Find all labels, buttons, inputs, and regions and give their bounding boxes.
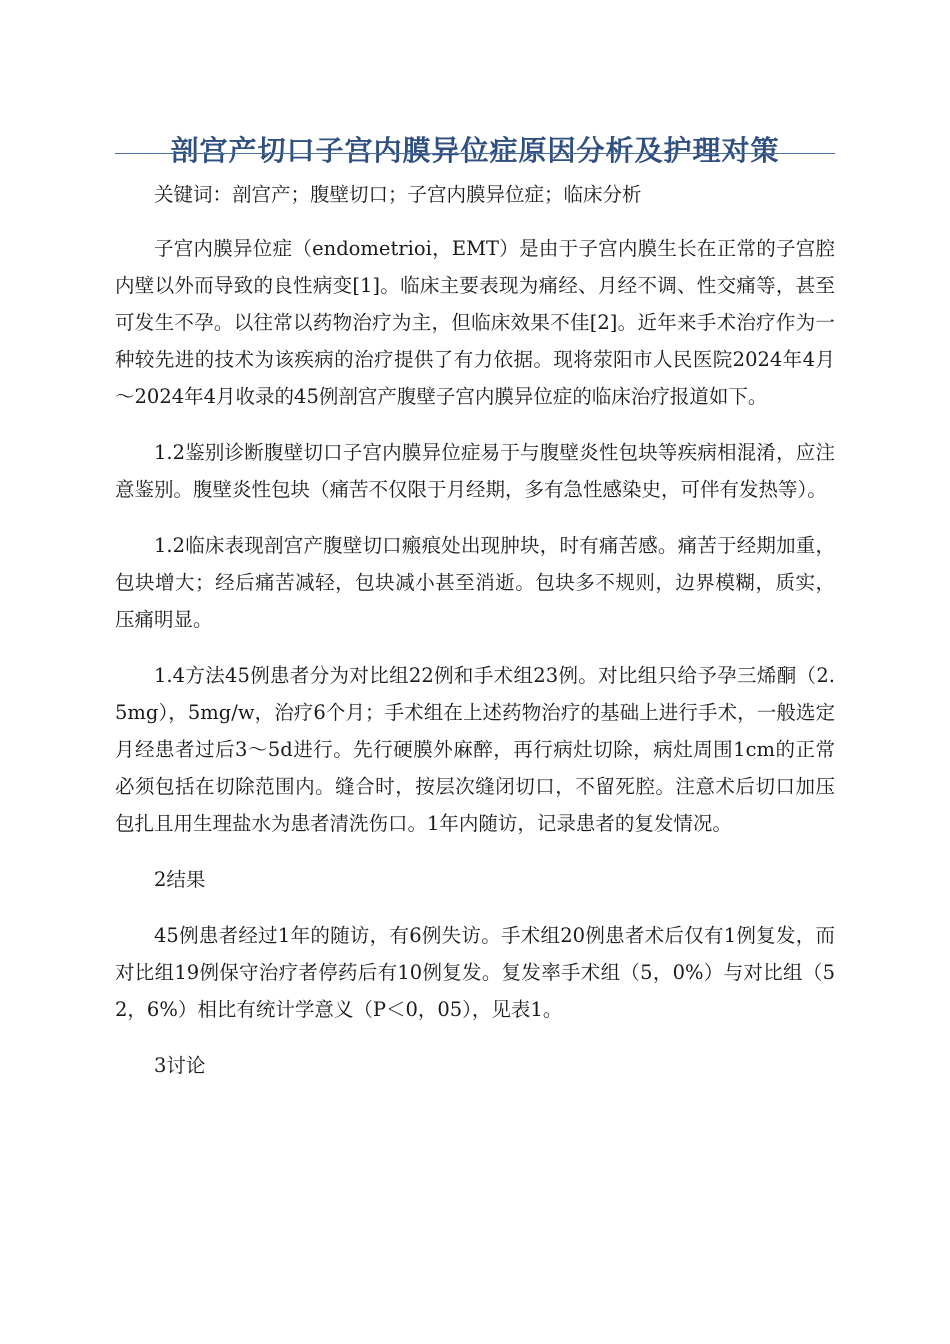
document-title: 剖宫产切口子宫内膜异位症原因分析及护理对策 <box>170 133 780 167</box>
paragraph-differential-diagnosis: 1.2鉴别诊断腹壁切口子宫内膜异位症易于与腹壁炎性包块等疾病相混淆，应注意鉴别。腹壁炎性包块（痛苦不仅限于月经期，多有急性感染史，可伴有发热等）。 <box>115 441 835 501</box>
paragraph-results: 45例患者经过1年的随访，有6例失访。手术组20例患者术后仅有1例复发，而对比组19例保守治疗者停药后有10例复发。复发率手术组（5，0%）与对比组（52，6%）相比有统计学意义（P＜0，05），见表1。 <box>115 924 835 1021</box>
paragraph-introduction: 子宫内膜异位症（endometrioi，EMT）是由于子宫内膜生长在正常的子宫腔内壁以外而导致的良性病变[1]。临床主要表现为痛经、月经不调、性交痛等，甚至可发生不孕。以往常以药物治疗为主，但临床效果不佳[2]。近年来手术治疗作为一种较先进的技术为该疾病的治疗提供了有力依据。现将荥阳市人民医院2024年4月～2024年4月收录的45例剖宫产腹壁子宫内膜异位症的临床治疗报道如下。 <box>115 237 835 408</box>
section-heading-results: 2结果 <box>154 868 206 891</box>
title-underline <box>115 153 835 154</box>
keywords-line: 关键词：剖宫产；腹壁切口；子宫内膜异位症；临床分析 <box>154 183 642 206</box>
section-heading-discussion: 3讨论 <box>154 1054 206 1077</box>
paragraph-methods: 1.4方法45例患者分为对比组22例和手术组23例。对比组只给予孕三烯酮（2.5mg），5mg/w，治疗6个月；手术组在上述药物治疗的基础上进行手术，一般选定月经患者过后3～5d进行。先行硬膜外麻醉，再行病灶切除，病灶周围1cm的正常必须包括在切除范围内。缝合时，按层次缝闭切口，不留死腔。注意术后切口加压包扎且用生理盐水为患者清洗伤口。1年内随访，记录患者的复发情况。 <box>115 664 835 835</box>
paragraph-clinical-manifestation: 1.2临床表现剖宫产腹壁切口瘢痕处出现肿块，时有痛苦感。痛苦于经期加重，包块增大；经后痛苦减轻，包块减小甚至消逝。包块多不规则，边界模糊，质实，压痛明显。 <box>115 534 835 631</box>
document-body <box>115 176 835 1103</box>
